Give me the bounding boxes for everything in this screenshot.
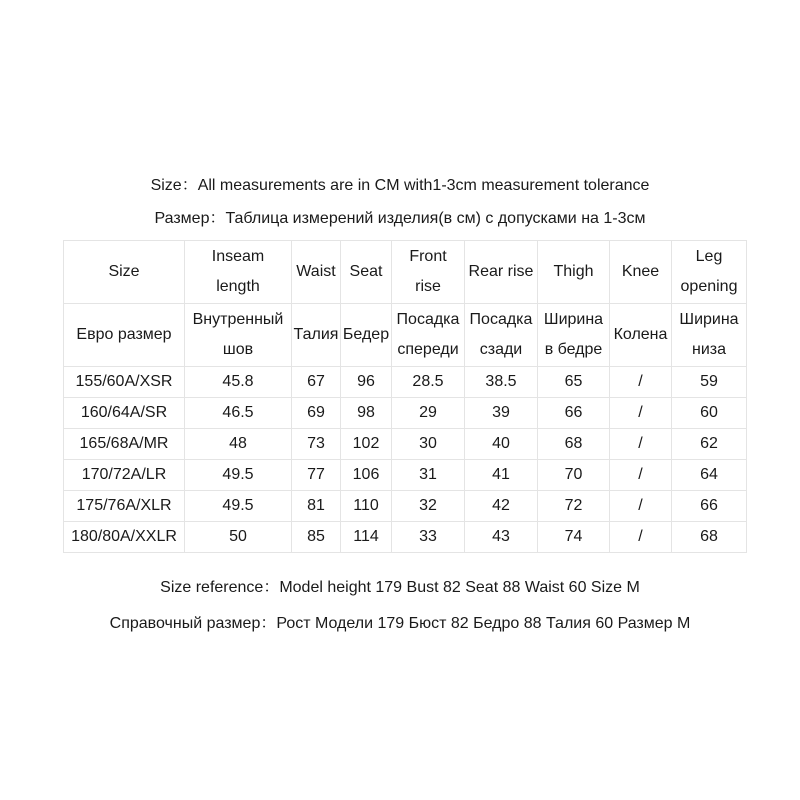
table-row xyxy=(64,522,747,553)
table-row xyxy=(64,460,747,491)
measurement-cell: 45.8 xyxy=(185,367,292,398)
header-en-cell xyxy=(538,241,610,304)
header-en-label: Knee xyxy=(621,263,660,280)
measurement-cell: 73 xyxy=(292,429,341,460)
measurement-cell: 110 xyxy=(341,491,392,522)
header-en-cell xyxy=(610,241,672,304)
header-ru-label: Талия xyxy=(293,326,339,343)
measurement-cell: 68 xyxy=(672,522,747,553)
measurement-cell: 60 xyxy=(672,398,747,429)
size-code-cell: 175/76A/XLR xyxy=(64,491,185,522)
measurement-cell: 62 xyxy=(672,429,747,460)
header-en-label: Front xyxy=(409,248,447,265)
header-ru-cell xyxy=(392,304,465,367)
header-en-cell xyxy=(292,241,341,304)
header-ru-cell xyxy=(64,304,185,367)
measurement-cell: 32 xyxy=(392,491,465,522)
header-ru-label: Евро размер xyxy=(76,326,172,343)
measurement-cell: 46.5 xyxy=(185,398,292,429)
measurement-cell: 50 xyxy=(185,522,292,553)
measurement-cell: 74 xyxy=(538,522,610,553)
size-chart-table xyxy=(63,240,747,553)
header-ru-label: Колена xyxy=(613,326,668,343)
header-ru-label: сзади xyxy=(479,341,523,358)
header-en-label: Leg xyxy=(695,248,723,265)
measurement-cell: 106 xyxy=(341,460,392,491)
size-code-cell: 155/60A/XSR xyxy=(64,367,185,398)
measurement-cell: / xyxy=(610,367,672,398)
caption-bottom-russian: Справочный размер：Рост Модели 179 Бюст 82 Бедро 88 Талия 60 Размер M xyxy=(109,615,691,632)
measurement-cell: 85 xyxy=(292,522,341,553)
measurement-cell: 30 xyxy=(392,429,465,460)
measurement-cell: 49.5 xyxy=(185,460,292,491)
measurement-cell: 66 xyxy=(538,398,610,429)
header-en-label: length xyxy=(216,278,260,295)
header-en-cell xyxy=(341,241,392,304)
header-ru-label: Посадка xyxy=(469,311,533,328)
measurement-cell: 102 xyxy=(341,429,392,460)
header-ru-label: спереди xyxy=(397,341,459,358)
measurement-cell: 69 xyxy=(292,398,341,429)
measurement-cell: 81 xyxy=(292,491,341,522)
measurement-cell: 31 xyxy=(392,460,465,491)
measurement-cell: 28.5 xyxy=(392,367,465,398)
header-ru-label: Посадка xyxy=(396,311,460,328)
header-en-label: opening xyxy=(680,278,738,295)
header-en-cell xyxy=(465,241,538,304)
size-code-cell: 180/80A/XXLR xyxy=(64,522,185,553)
header-en-label: Seat xyxy=(349,263,383,280)
measurement-cell: 77 xyxy=(292,460,341,491)
measurement-cell: 59 xyxy=(672,367,747,398)
header-ru-label: Бедер xyxy=(342,326,390,343)
measurement-cell: 96 xyxy=(341,367,392,398)
measurement-cell: / xyxy=(610,398,672,429)
measurement-cell: 65 xyxy=(538,367,610,398)
size-chart-body xyxy=(64,241,747,553)
header-ru-cell xyxy=(538,304,610,367)
size-code-cell: 160/64A/SR xyxy=(64,398,185,429)
measurement-cell: / xyxy=(610,429,672,460)
header-ru-cell xyxy=(610,304,672,367)
header-ru-cell xyxy=(465,304,538,367)
measurement-cell: 64 xyxy=(672,460,747,491)
measurement-cell: 39 xyxy=(465,398,538,429)
measurement-cell: 38.5 xyxy=(465,367,538,398)
header-row-russian xyxy=(64,304,747,367)
measurement-cell: 66 xyxy=(672,491,747,522)
measurement-cell: 67 xyxy=(292,367,341,398)
measurement-cell: / xyxy=(610,522,672,553)
measurement-cell: 68 xyxy=(538,429,610,460)
measurement-cell: 48 xyxy=(185,429,292,460)
header-ru-cell xyxy=(672,304,747,367)
measurement-cell: 40 xyxy=(465,429,538,460)
header-en-label: Waist xyxy=(296,263,336,280)
header-en-label: Thigh xyxy=(553,263,594,280)
header-ru-label: Внутренный xyxy=(192,311,284,328)
header-row-english xyxy=(64,241,747,304)
measurement-cell: / xyxy=(610,491,672,522)
table-row xyxy=(64,367,747,398)
size-code-cell: 170/72A/LR xyxy=(64,460,185,491)
header-ru-label: Ширина xyxy=(679,311,739,328)
caption-top-russian: Размер：Таблица измерений изделия(в см) с допусками на 1-3см xyxy=(154,210,646,227)
header-en-cell xyxy=(392,241,465,304)
header-en-label: rise xyxy=(415,278,441,295)
header-ru-label: Ширина xyxy=(543,311,604,328)
measurement-cell: 49.5 xyxy=(185,491,292,522)
header-en-label: Inseam xyxy=(211,248,265,265)
header-en-cell xyxy=(672,241,747,304)
measurement-cell: 98 xyxy=(341,398,392,429)
header-ru-cell xyxy=(185,304,292,367)
measurement-cell: 33 xyxy=(392,522,465,553)
table-row xyxy=(64,429,747,460)
header-ru-label: в бедре xyxy=(544,341,603,358)
caption-top-english: Size：All measurements are in CM with1-3cm measurement tolerance xyxy=(150,177,650,194)
header-ru-cell xyxy=(292,304,341,367)
measurement-cell: 29 xyxy=(392,398,465,429)
header-en-label: Size xyxy=(108,263,140,280)
measurement-cell: 70 xyxy=(538,460,610,491)
header-ru-label: низа xyxy=(691,341,726,358)
table-row xyxy=(64,398,747,429)
measurement-cell: 43 xyxy=(465,522,538,553)
table-row xyxy=(64,491,747,522)
caption-bottom-english: Size reference：Model height 179 Bust 82 Seat 88 Waist 60 Size M xyxy=(160,579,640,596)
measurement-cell: / xyxy=(610,460,672,491)
measurement-cell: 41 xyxy=(465,460,538,491)
measurement-cell: 114 xyxy=(341,522,392,553)
header-ru-cell xyxy=(341,304,392,367)
measurement-cell: 72 xyxy=(538,491,610,522)
header-en-label: Rear rise xyxy=(468,263,534,280)
header-ru-label: шов xyxy=(222,341,254,358)
measurement-cell: 42 xyxy=(465,491,538,522)
header-en-cell xyxy=(185,241,292,304)
size-code-cell: 165/68A/MR xyxy=(64,429,185,460)
header-en-cell xyxy=(64,241,185,304)
